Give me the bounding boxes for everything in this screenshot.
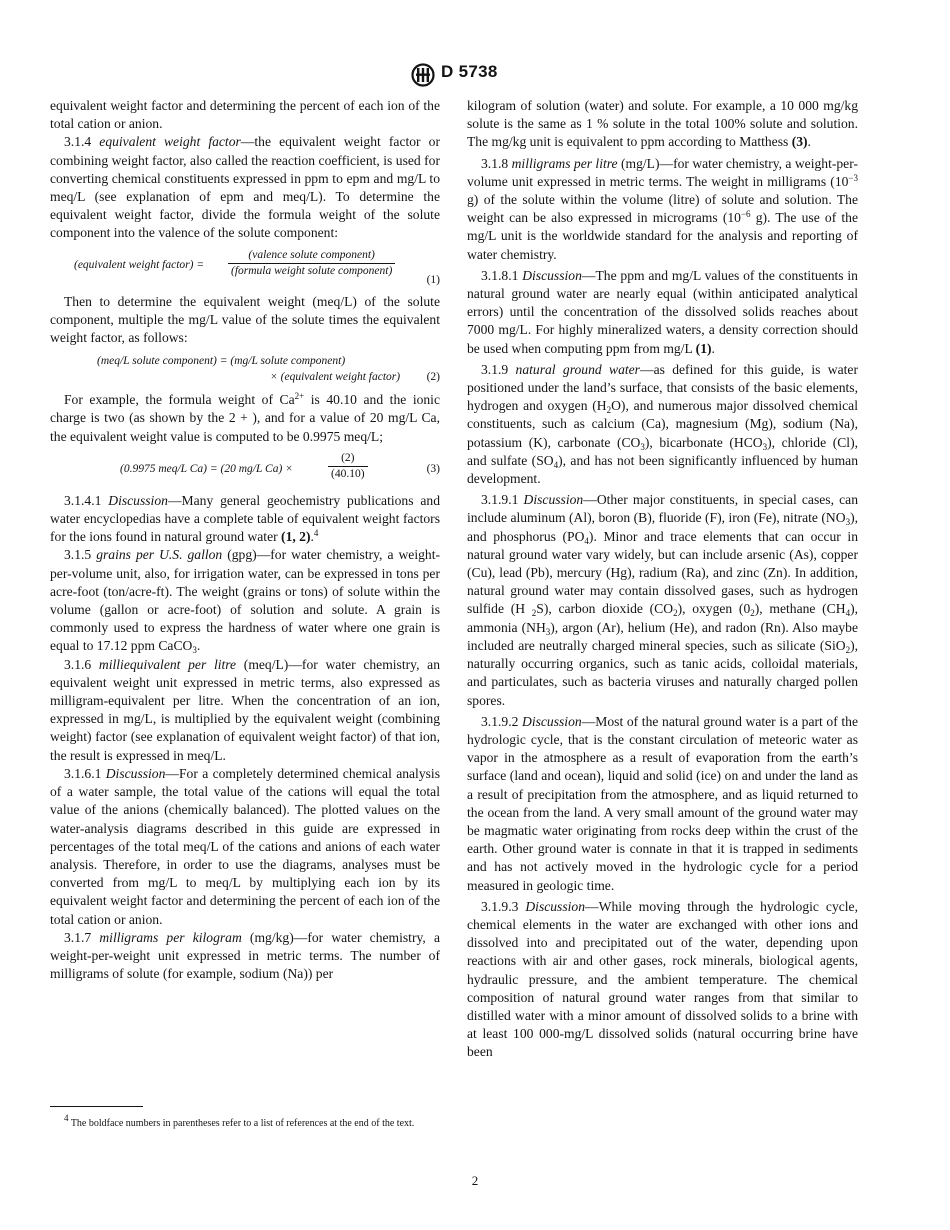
equation-2: (meq/L solute component) = (mg/L solute component) × (equivalent weight factor) (2): [97, 355, 440, 384]
paragraph-example: For example, the formula weight of $Ca^{2+}$ is 40.10 and the ionic charge is two (as shown by the 2 + ), and for a value of 20 mg/L Ca, the equivalent weight value is computed to be 0.9975 meq/L;: [50, 391, 440, 444]
section-3-1-8: 3.1.8 milligrams per litre (mg/L)—for water chemistry, a weight-per-volume unit expressed in metric terms. The weight in milligrams ($10^{-3}$ g) of the solute within the volume (litre) of solute and solution. The weight can be also expressed in micrograms ($10^{-6}$ g). The use of the mg/L unit is the worldwide standard for the analysis and reporting of water chemistry.: [467, 155, 859, 262]
footnote-divider: [50, 1106, 143, 1107]
page-header: [0, 60, 950, 90]
section-3-1-4: 3.1.4 equivalent weight factor—the equivalent weight factor or combining weight factor, also called the reaction coefficient, is used for converting chemical constituents expressed in ppm to epm and mg/L to meq/L (see explanation of epm and meq/L). To determine the equivalent weight factor, divide the formula weight of the solute component into the valence of the solute component:: [50, 134, 440, 241]
astm-logo-icon: [410, 63, 436, 87]
section-3-1-9-3: 3.1.9.3 Discussion—While moving through the hydrologic cycle, chemical elements in the water are exchanged with other ions and dissolved into and precipitated out of the water, depending upon reactions with air and other gases, rock minerals, biological agents, hydraulic pressure, and the ambient temperature. The chemical composition of natural ground water ranges from that similar to distilled water with a minor amount of dissolved solids to a brine with at least 100 000-mg/L dissolved solids (natural occurring brine have been: [467, 898, 858, 1060]
footnote-marker: 4: [313, 528, 319, 539]
left-column: [50, 97, 440, 983]
section-3-1-9-1: 3.1.9.1 Discussion—Other major constituents, in special cases, can include aluminum (Al), boron (B), fluoride (F), iron (Fe), nitrate $(NO_3)$, and phosphorus $(PO_4)$. Minor and trace elements that can occur in natural ground water vary widely, but can include arsenic (As), copper (Cu), lead (Pb), mercury (Hg), radium (Ra), and zinc (Zn). In addition, natural ground water may contain dissolved gases, such as hydrogen sulfide (H $_2$S), carbon dioxide $(CO_2)$, oxygen $(0_2)$, methane $(CH_4)$, ammonia $(NH_3)$, argon (Ar), helium (He), and radon (Rn). Also maybe included are neutrally charged mineral species, such as silicate (SiO$_2$), naturally occurring organics, such as tanic acids, colloidal materials, and particulates, such as bacteria viruses and naturally charged pollen spores.: [467, 492, 858, 708]
footnote-4: $^4$ The boldface numbers in parentheses refer to a list of references at the end of the text.: [64, 1113, 415, 1129]
section-3-1-8-1: 3.1.8.1 Discussion—The ppm and mg/L values of the constituents in natural ground water are nearly equal (within anticipated analytical errors) until the concentration of the dissolved solids reaches about 7000 mg/L. For highly mineralized waters, a density correction should be used when computing ppm from mg/L (1).: [467, 267, 858, 356]
section-3-1-6: 3.1.6 milliequivalent per litre (meq/L)—for water chemistry, an equivalent weight unit expressed in metric terms, also expressed as milligram-equivalent per litre. When the concentration of an ion, expressed in mg/L, is multiplied by the equivalent weight (combining weight) factor (see explanation of equivalent weight factor) of that ion, the result is expressed in meq/L.: [50, 656, 440, 763]
section-3-1-4-1: 3.1.4.1 Discussion—Many general geochemistry publications and water encyclopedias have a complete table of equivalent weight factors for the ions found in natural ground water (1, 2).$^4$: [50, 492, 440, 545]
section-3-1-9: 3.1.9 natural ground water—as defined for this guide, is water positioned under the land’s surface, that consists of the basic elements, hydrogen and oxygen $(H_2O)$, and numerous major dissolved chemical constituents, such as calcium (Ca), magnesium (Mg), sodium (Na), potassium (K), carbonate $(CO_3)$, bicarbonate $(HCO_3)$, chloride (Cl), and sulfate $(SO_4)$, and has not been significantly influenced by human development.: [467, 361, 859, 487]
paragraph-continued-right: kilogram of solution (water) and solute. For example, a 10 000 mg/kg solute is the same as 1 % solute in the total 100% solute and solution. The mg/kg unit is equivalent to ppm according to Matthess (3).: [467, 98, 858, 150]
standard-designation: D 5738: [441, 62, 498, 81]
section-3-1-9-2: 3.1.9.2 Discussion—Most of the natural ground water is a part of the hydrologic cycle, that is the constant circulation of meteoric water as vapor in the atmosphere as a result of evaporation from the earth’s surface (land and ocean), liquid and solid (ice) on and under the land as a result of precipitation from the atmosphere, and as liquid returned to the ocean from the land. A very small amount of the ground water may be magmatic water originating from rocks deep within the crust of the earth. Other ground water is connate in that it is trapped in sediments and has not actively moved in the hydrologic cycle for a period measured in geologic time.: [467, 713, 858, 893]
section-3-1-7: 3.1.7 milligrams per kilogram (mg/kg)—for water chemistry, a weight-per-weight unit expressed in metric terms. The number of milligrams of solute (for example, sodium (Na)) per: [50, 929, 440, 982]
paragraph-continued: equivalent weight factor and determining the percent of each ion of the total cation or anion.: [50, 98, 440, 132]
equation-3: (0.9975 meq/L Ca) = (20 mg/L Ca) × $\frac{(2)}{(40.10)}$ (3): [120, 451, 440, 480]
section-3-1-5: 3.1.5 grains per U.S. gallon (gpg)—for water chemistry, a weight-per-volume unit, also, for irrigation water, can be expressed in tons per acre-foot (ton/acre-ft). The weight (grains or tons) of solute within the volume (gallon or acre-foot) of solution and solute. A grain is commonly used to express the hardness of water where one grain is equal to 17.12 ppm CaCO$_3$.: [50, 547, 441, 656]
equation-1: (equivalent weight factor) = (valence solute component) (formula weight solute component) (1): [74, 248, 440, 286]
paragraph-then: Then to determine the equivalent weight (meq/L) of the solute component, multiple the mg/L value of the solute times the equivalent weight factor, as follows:: [50, 293, 440, 346]
page-number: 2: [471, 1173, 479, 1188]
right-column: [467, 97, 858, 1062]
section-3-1-6-1: 3.1.6.1 Discussion—For a completely determined chemical analysis of a water sample, the total value of the cations will equal the total value of the anions (chemically balanced). The plotted values on the water-analysis diagrams described in this guide are expressed in percentages of the total meq/L of the cations and anions of each water analysis. Therefore, in order to use the diagrams, analyses must be converted from mg/L to meq/L by multiplying each ion by its equivalent weight factor and determining the percent of each ion of the total cation or anion.: [50, 765, 440, 927]
